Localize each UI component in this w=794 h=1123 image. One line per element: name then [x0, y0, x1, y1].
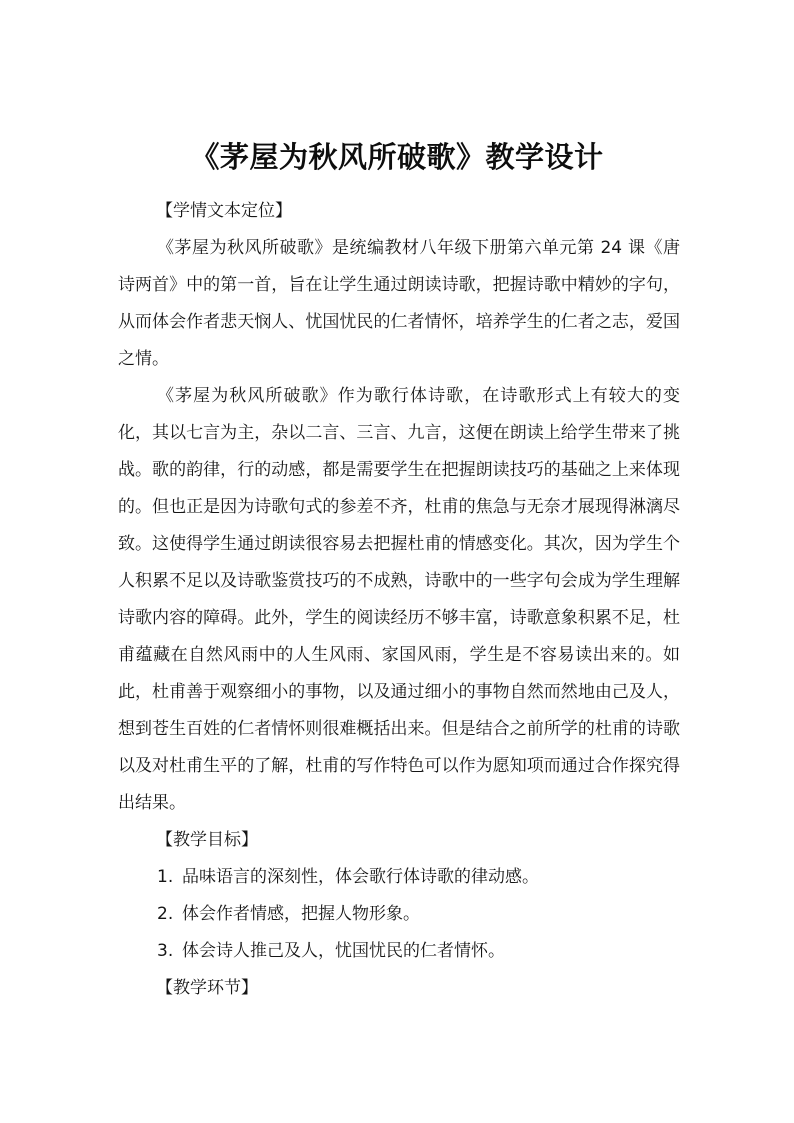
document-body	[118, 193, 680, 1007]
paragraph: 《茅屋为秋风所破歌》是统编教材八年级下册第六单元第 24 课《唐诗两首》中的第一首，旨在让学生通过朗读诗歌，把握诗歌中精妙的字句，从而体会作者悲天悯人、忧国忧民的仁者情怀，培养学生的仁者之志，爱国之情。	[118, 238, 680, 369]
section-heading-goals: 【教学目标】	[156, 830, 258, 850]
goal-text: 品味语言的深刻性，体会歌行体诗歌的律动感。	[182, 867, 539, 887]
section-heading-steps: 【教学环节】	[156, 978, 258, 998]
goal-item	[118, 896, 680, 933]
goal-item	[118, 859, 680, 896]
goal-text: 体会作者情感，把握人物形象。	[182, 904, 420, 924]
paragraph: 《茅屋为秋风所破歌》作为歌行体诗歌，在诗歌形式上有较大的变化，其以七言为主，杂以二言、三言、九言，这便在朗读上给学生带来了挑战。歌的韵律，行的动感，都是需要学生在把握朗读技巧的基础之上来体现的。但也正是因为诗歌句式的参差不齐，杜甫的焦急与无奈才展现得淋漓尽致。这使得学生通过朗读很容易去把握杜甫的情感变化。其次，因为学生个人积累不足以及诗歌鉴赏技巧的不成熟，诗歌中的一些字句会成为学生理解诗歌内容的障碍。此外，学生的阅读经历不够丰富，诗歌意象积累不足，杜甫蕴藏在自然风雨中的人生风雨、家国风雨，学生是不容易读出来的。如此，杜甫善于观察细小的事物，以及通过细小的事物自然而然地由己及人，想到苍生百姓的仁者情怀则很难概括出来。但是结合之前所学的杜甫的诗歌以及对杜甫生平的了解，杜甫的写作特色可以作为愿知项而通过合作探究得出结果。	[118, 386, 680, 813]
goal-list	[118, 859, 680, 970]
page-title: 《茅屋为秋风所破歌》教学设计	[190, 140, 604, 175]
goal-text: 体会诗人推己及人，忧国忧民的仁者情怀。	[182, 941, 505, 961]
goal-number: 2.	[157, 904, 174, 924]
section-heading-learning: 【学情文本定位】	[156, 201, 292, 221]
goal-number: 3.	[157, 941, 174, 961]
goal-number: 1.	[157, 867, 174, 887]
goal-item	[118, 933, 680, 970]
